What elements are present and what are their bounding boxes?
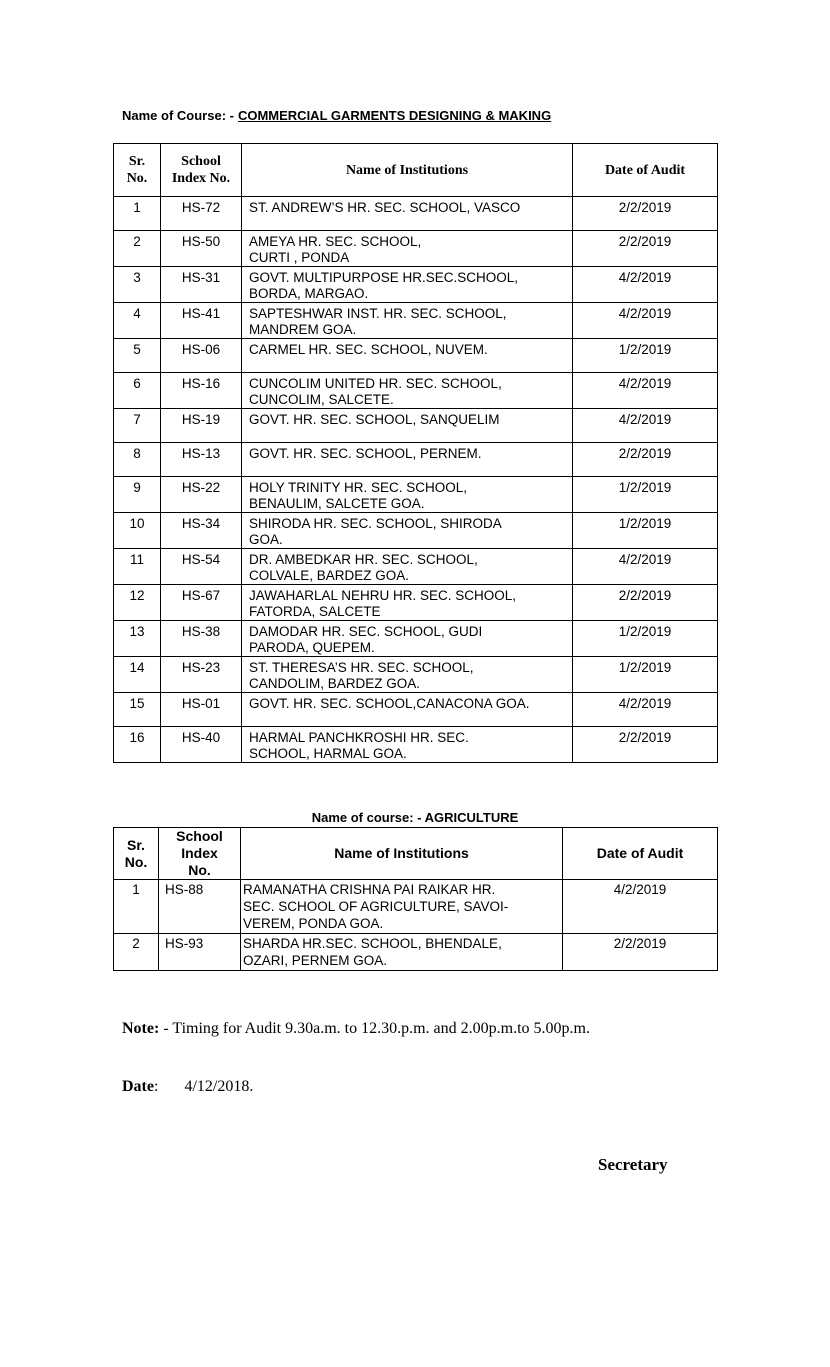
audit-date-cell: 2/2/2019	[573, 727, 718, 763]
audit-date-cell: 4/2/2019	[573, 409, 718, 443]
audit-date-cell: 1/2/2019	[573, 477, 718, 513]
school-index-cell: HS-88	[159, 880, 241, 934]
audit-date-cell: 4/2/2019	[573, 549, 718, 585]
school-index-cell: HS-13	[161, 443, 242, 477]
sr-no-cell: 10	[114, 513, 161, 549]
sr-no-cell: 3	[114, 267, 161, 303]
note-text: - Timing for Audit 9.30a.m. to 12.30.p.m. and 2.00p.m.to 5.00p.m.	[159, 1020, 590, 1037]
sr-no-cell: 5	[114, 339, 161, 373]
sr-no-cell: 15	[114, 693, 161, 727]
sr-no-cell: 14	[114, 657, 161, 693]
audit-date-cell: 2/2/2019	[573, 197, 718, 231]
audit-date-cell: 4/2/2019	[573, 373, 718, 409]
audit-date-cell: 1/2/2019	[573, 513, 718, 549]
table-header-row	[114, 144, 718, 197]
header-school-index: School Index No.	[161, 144, 242, 197]
school-index-cell: HS-23	[161, 657, 242, 693]
school-index-cell: HS-22	[161, 477, 242, 513]
sr-no-cell: 9	[114, 477, 161, 513]
sr-no-cell: 2	[114, 934, 159, 971]
course1-name: COMMERCIAL GARMENTS DESIGNING & MAKING	[237, 108, 552, 123]
course1-heading	[122, 108, 551, 123]
table-row	[114, 621, 718, 657]
school-index-cell: HS-31	[161, 267, 242, 303]
institution-name-cell: ST. THERESA’S HR. SEC. SCHOOL, CANDOLIM, BARDEZ GOA.	[242, 657, 573, 693]
table-body	[114, 197, 718, 763]
table-row	[114, 934, 718, 971]
school-index-cell: HS-93	[159, 934, 241, 971]
school-index-cell: HS-67	[161, 585, 242, 621]
audit-date-cell: 2/2/2019	[573, 231, 718, 267]
table-row	[114, 477, 718, 513]
audit-date-cell: 2/2/2019	[563, 934, 718, 971]
institution-name-cell: JAWAHARLAL NEHRU HR. SEC. SCHOOL, FATORDA, SALCETE	[242, 585, 573, 621]
school-index-cell: HS-72	[161, 197, 242, 231]
audit-timing-note	[122, 1020, 590, 1038]
note-label: Note:	[122, 1020, 160, 1037]
signatory-title: Secretary	[598, 1155, 668, 1174]
sr-no-cell: 11	[114, 549, 161, 585]
school-index-cell: HS-34	[161, 513, 242, 549]
sr-no-cell: 6	[114, 373, 161, 409]
institution-name-cell: ST. ANDREW’S HR. SEC. SCHOOL, VASCO	[242, 197, 573, 231]
institution-name-cell: SAPTESHWAR INST. HR. SEC. SCHOOL, MANDREM GOA.	[242, 303, 573, 339]
sr-no-cell: 13	[114, 621, 161, 657]
institution-name-cell: DR. AMBEDKAR HR. SEC. SCHOOL, COLVALE, BARDEZ GOA.	[242, 549, 573, 585]
institution-name-cell: HOLY TRINITY HR. SEC. SCHOOL, BENAULIM, SALCETE GOA.	[242, 477, 573, 513]
date-label: Date	[122, 1078, 154, 1095]
institution-name-cell: GOVT. HR. SEC. SCHOOL,CANACONA GOA.	[242, 693, 573, 727]
sr-no-cell: 7	[114, 409, 161, 443]
institution-name-cell: CARMEL HR. SEC. SCHOOL, NUVEM.	[242, 339, 573, 373]
audit-date-cell: 1/2/2019	[573, 657, 718, 693]
sr-no-cell: 12	[114, 585, 161, 621]
table-row	[114, 657, 718, 693]
audit-date-cell: 4/2/2019	[573, 267, 718, 303]
audit-date-cell: 4/2/2019	[573, 693, 718, 727]
audit-date-cell: 2/2/2019	[573, 585, 718, 621]
school-index-cell: HS-38	[161, 621, 242, 657]
school-index-cell: HS-16	[161, 373, 242, 409]
institution-name-cell: GOVT. HR. SEC. SCHOOL, SANQUELIM	[242, 409, 573, 443]
table-header-row	[114, 828, 718, 880]
sr-no-cell: 8	[114, 443, 161, 477]
header-audit-date: Date of Audit	[573, 144, 718, 197]
header-institution-name: Name of Institutions	[241, 828, 563, 880]
table-body	[114, 880, 718, 971]
school-index-cell: HS-54	[161, 549, 242, 585]
institution-name-cell: DAMODAR HR. SEC. SCHOOL, GUDI PARODA, QUEPEM.	[242, 621, 573, 657]
header-school-index: School Index No.	[159, 828, 241, 880]
table-row	[114, 880, 718, 934]
table-row	[114, 339, 718, 373]
school-index-cell: HS-41	[161, 303, 242, 339]
sr-no-cell: 4	[114, 303, 161, 339]
agriculture-audit-table	[113, 827, 718, 971]
institution-name-cell: GOVT. MULTIPURPOSE HR.SEC.SCHOOL, BORDA, MARGAO.	[242, 267, 573, 303]
table-row	[114, 231, 718, 267]
audit-date-cell: 4/2/2019	[573, 303, 718, 339]
institution-name-cell: AMEYA HR. SEC. SCHOOL, CURTI , PONDA	[242, 231, 573, 267]
table-row	[114, 267, 718, 303]
sr-no-cell: 16	[114, 727, 161, 763]
institution-name-cell: RAMANATHA CRISHNA PAI RAIKAR HR. SEC. SCHOOL OF AGRICULTURE, SAVOI- VEREM, PONDA GOA.	[241, 880, 563, 934]
header-sr-no: Sr. No.	[114, 144, 161, 197]
table-row	[114, 513, 718, 549]
date-separator: :	[153, 1078, 159, 1095]
table-row	[114, 443, 718, 477]
header-institution-name: Name of Institutions	[242, 144, 573, 197]
school-index-cell: HS-40	[161, 727, 242, 763]
document-date	[122, 1078, 253, 1096]
audit-date-cell: 4/2/2019	[563, 880, 718, 934]
institution-name-cell: CUNCOLIM UNITED HR. SEC. SCHOOL, CUNCOLIM, SALCETE.	[242, 373, 573, 409]
table-row	[114, 197, 718, 231]
audit-date-cell: 1/2/2019	[573, 621, 718, 657]
table-row	[114, 693, 718, 727]
sr-no-cell: 2	[114, 231, 161, 267]
header-sr-no: Sr. No.	[114, 828, 159, 880]
institution-name-cell: GOVT. HR. SEC. SCHOOL, PERNEM.	[242, 443, 573, 477]
school-index-cell: HS-50	[161, 231, 242, 267]
course1-label: Name of Course: -	[122, 108, 234, 123]
header-audit-date: Date of Audit	[563, 828, 718, 880]
course2-heading: Name of course: - AGRICULTURE	[311, 810, 519, 825]
school-index-cell: HS-01	[161, 693, 242, 727]
table-row	[114, 585, 718, 621]
school-index-cell: HS-19	[161, 409, 242, 443]
audit-date-cell: 2/2/2019	[573, 443, 718, 477]
audit-date-cell: 1/2/2019	[573, 339, 718, 373]
table-row	[114, 727, 718, 763]
institution-name-cell: HARMAL PANCHKROSHI HR. SEC. SCHOOL, HARMAL GOA.	[242, 727, 573, 763]
table-row	[114, 303, 718, 339]
institution-name-cell: SHARDA HR.SEC. SCHOOL, BHENDALE, OZARI, PERNEM GOA.	[241, 934, 563, 971]
sr-no-cell: 1	[114, 197, 161, 231]
table-row	[114, 409, 718, 443]
school-index-cell: HS-06	[161, 339, 242, 373]
institution-name-cell: SHIRODA HR. SEC. SCHOOL, SHIRODA GOA.	[242, 513, 573, 549]
table-row	[114, 373, 718, 409]
date-value: 4/12/2018.	[184, 1078, 254, 1095]
commercial-garments-audit-table	[113, 143, 718, 763]
sr-no-cell: 1	[114, 880, 159, 934]
table-row	[114, 549, 718, 585]
